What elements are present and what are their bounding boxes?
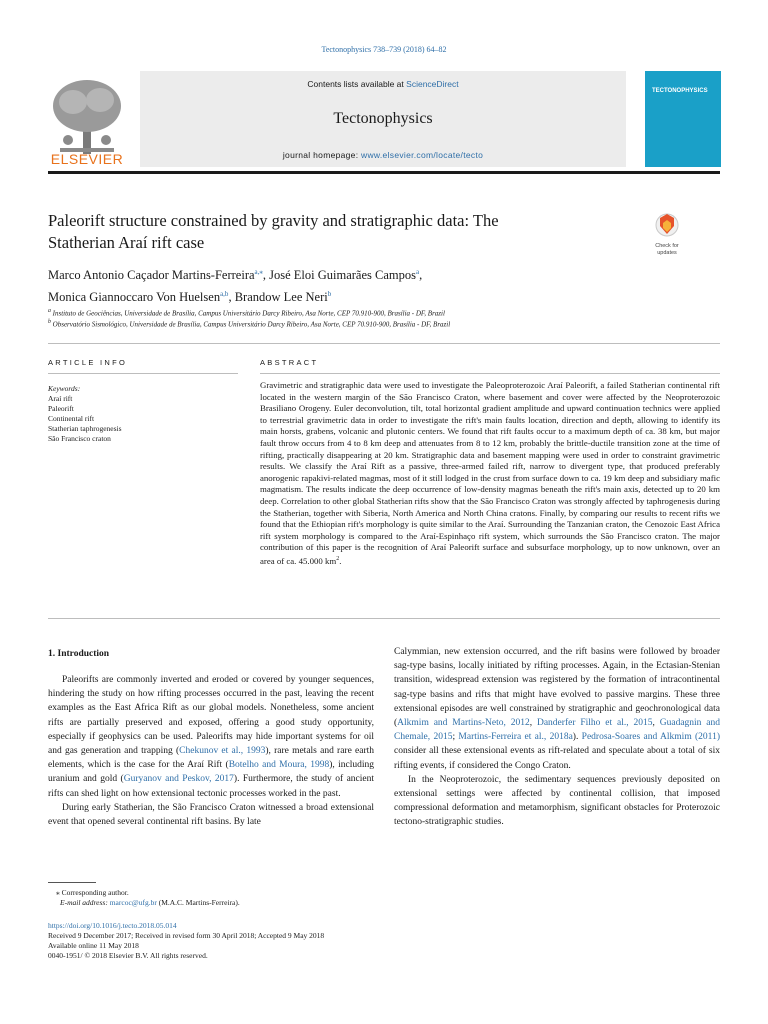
affiliation-text: Instituto de Geociências, Universidade de Brasília, Campus Universitário Darcy Ribeiro, Asa Norte, CEP 70.910-900, Brasília - DF, Brazil — [52, 309, 445, 318]
email-label: E-mail address: — [60, 898, 108, 907]
affiliation-mark: a — [48, 308, 51, 314]
keyword: Araí rift — [48, 394, 73, 403]
journal-name: Tectonophysics — [333, 110, 433, 127]
text-run: consider all these extensional events as rift-related and speculate about a total of six rifting events, if considered the Congo Craton. — [394, 746, 720, 771]
article-title — [48, 210, 608, 254]
article-info-rule — [48, 373, 238, 374]
citation-link[interactable]: Alkmim and Martins-Neto, 2012 — [397, 718, 530, 729]
abstract-rule — [260, 373, 720, 374]
citation-link[interactable]: Pedrosa-Soares and Alkmim (2011) — [581, 732, 720, 743]
right-column — [394, 645, 720, 830]
abstract-bottom-rule — [48, 618, 720, 619]
copyright: 0040-1951/ © 2018 Elsevier B.V. All rights reserved. — [48, 951, 208, 960]
text-run: ). — [572, 732, 582, 743]
cover-title: TECTONOPHYSICS — [652, 88, 708, 94]
left-column — [48, 673, 374, 829]
journal-homepage — [140, 150, 626, 160]
title-line-1: Paleorift structure constrained by gravity and stratigraphic data: The — [48, 211, 499, 230]
journal-reference[interactable]: Tectonophysics 738–739 (2018) 64–82 — [321, 45, 447, 54]
email-line — [48, 898, 240, 908]
section-rule — [48, 343, 720, 344]
author-affiliation-mark[interactable]: a — [416, 268, 420, 276]
keywords-label: Keywords: — [48, 384, 81, 393]
author-separator: , — [419, 268, 423, 283]
contents-prefix: Contents lists available at — [307, 79, 404, 89]
author-affiliation-mark[interactable]: a,b — [220, 290, 229, 299]
email-link[interactable]: marcoc@ufg.br — [109, 898, 157, 907]
keyword: Paleorift — [48, 404, 74, 413]
author-name[interactable]: José Eloi Guimarães Campos — [269, 268, 416, 283]
author-name[interactable]: Monica Giannoccaro Von Huelsen — [48, 290, 221, 305]
abstract-end: . — [339, 555, 342, 566]
available-online: Available online 11 May 2018 — [48, 941, 139, 950]
citation-link[interactable]: Botelho and Moura, 1998 — [228, 760, 330, 771]
footnote-rule — [48, 882, 96, 883]
author-separator: , — [228, 290, 235, 305]
journal-cover-image[interactable] — [645, 71, 721, 167]
header-rule — [48, 171, 720, 174]
article-history — [48, 921, 324, 961]
author-line-2 — [48, 285, 668, 307]
text-run: ), including uranium and gold ( — [48, 760, 374, 785]
corresponding-label: ⁎ Corresponding author. — [56, 888, 129, 897]
abstract-body: Gravimetric and stratigraphic data were used to investigate the Paleoproterozoic Araí Paleorift, a failed Statherian continental rift located in the western margin of the São Francisco Craton, where basement and cover were affected by the Neoproterozoic Brasiliano Orogeny. Euler deconvolution, tilt, total horizontal gradient amplitude and upward continuation technics were applied to terrestrial gravimetric data in order to investigate the rift's main faults location, direction and depth, allowing to identify its main horsts, grabens, volcanic and plutonic centers. We found that rift faults occur to a maximum depth of ca. 38 km, but major fault throw occurs from 4 to 8 km deep and attenuates from 8 to 12 km, probably the brittle-ductile transition zone at the time of rifting, practically disappearing at 20 km. Stratigraphic data and basement mapping were used in order to constraint gravimetric results. We classify the Araí Rift as a passive, three-armed failed rift, narrow to divergent type, that produced preferably anorogenic rapakivi-related magmas, most of it still lodged in the crust from surface down to ca. 19 km deep and subsidiary mafic magmatism. The results indicate the deep occurrence of low-density magmas beneath the rift's main axis, detected up to 20 km deep. Correlation to other global Statherian rifts show that the São Francisco Craton was strongly affected by taphrogenesis during the Statherian, together with Siberia, North America and North China cratons. Finally, by comparing our results to recent rifts we found that the Ethiopian rift's morphology is quite similar to the Araí. Surrounding the Tanzanian craton, the Cenozoic East Africa rift system morphology is compared to the Araí-Espinhaço rift system, which surrounds the São Francisco craton. The major contribution of this paper is the recognition of Araí Paleorift surface and subsurface morphology, up to now unknown, over an area of ca. 45.000 km — [260, 380, 720, 566]
citation-link[interactable]: Guadagnin and Chemale, 2015 — [394, 718, 721, 743]
affiliation-mark: b — [48, 319, 51, 325]
author-name[interactable]: Brandow Lee Neri — [234, 290, 328, 305]
corresponding-author-note — [48, 888, 240, 908]
abstract-text — [260, 380, 720, 567]
email-owner: (M.A.C. Martins-Ferreira). — [158, 898, 240, 907]
author-separator: , — [262, 268, 270, 283]
homepage-link[interactable]: www.elsevier.com/locate/tecto — [361, 150, 484, 160]
abstract-superscript: 2 — [336, 555, 340, 562]
check-updates-icon — [642, 212, 692, 238]
author-affiliation-mark[interactable]: b — [327, 290, 332, 299]
keyword: São Francisco craton — [48, 434, 111, 443]
text-run: , — [529, 718, 537, 729]
check-for-updates-badge[interactable] — [642, 212, 692, 260]
intro-paragraph-3 — [394, 645, 720, 773]
section-heading-introduction: 1. Introduction — [48, 649, 110, 659]
text-run: ; — [452, 732, 459, 743]
badge-line-2: updates — [657, 250, 677, 256]
badge-line-1: Check for — [655, 243, 679, 249]
text-run: Paleorifts are commonly inverted and eroded or covered by younger sequences, hindering the study on how rifting processes occurred in the past, leaving the recent examples as the East Africa Rift as our global models. Nonetheless, some ancient rifts are partially preserved and exposed, offering a good study opportunity, especially if geophysics can be used. Paleorifts may hide important systems for oil and gas generation and trapping ( — [48, 675, 374, 757]
author-list — [48, 263, 668, 307]
intro-paragraph-2: During early Statherian, the São Francisco Craton witnessed a broad extensional event that opened several continental rift basins. By late — [48, 802, 374, 828]
affiliation — [48, 317, 668, 329]
author-name[interactable]: Marco Antonio Caçador Martins-Ferreira — [48, 268, 255, 283]
keywords-list — [48, 394, 122, 444]
intro-paragraph-1 — [48, 673, 374, 801]
keyword: Continental rift — [48, 414, 95, 423]
abstract-heading: ABSTRACT — [260, 358, 319, 367]
contents-line — [140, 79, 626, 89]
citation-link[interactable]: Danderfer Filho et al., 2015 — [536, 718, 653, 729]
received-dates: Received 9 December 2017; Received in revised form 30 April 2018; Accepted 9 May 2018 — [48, 931, 325, 940]
author-affiliation-mark[interactable]: a,⁎ — [254, 268, 263, 276]
text-run: Calymmian, new extension occurred, and the rift basins were followed by broader sag-type basins, locally initiated by rifting processes. Again, in the Ectasian-Stenian transition, widespread extension was registered by the formation of intracontinental sag-type basins and rifts that might have evolved to passive margins. These three extensional episodes are well constrained by stratigraphic and geochronological data ( — [394, 647, 720, 729]
affiliation-text: Observatório Sismológico, Universidade de Brasília, Campus Universitário Darcy Ribeiro, Asa Norte, CEP 70.910-900, Brasília - DF, Brazil — [52, 320, 451, 329]
article-info-heading: ARTICLE INFO — [48, 358, 128, 367]
doi-link[interactable]: https://doi.org/10.1016/j.tecto.2018.05.014 — [48, 921, 177, 930]
intro-paragraph-4: In the Neoproterozoic, the sedimentary sequences previously deposited on extensional settings were affected by continental collision, that imposed compressional deformation and metamorphism, significant obstacles for Proterozoic tectono-stratigraphic studies. — [394, 774, 720, 828]
text-run: , — [652, 718, 660, 729]
publisher-name: ELSEVIER — [50, 151, 124, 167]
citation-link[interactable]: Guryanov and Peskov, 2017 — [123, 774, 234, 785]
citation-link[interactable]: Chekunov et al., 1993 — [179, 746, 266, 757]
text-run: ), rare metals and rare earth elements, which is the case for the Araí Rift ( — [48, 746, 375, 771]
homepage-prefix: journal homepage: — [282, 150, 359, 160]
keyword: Statherian taphrogenesis — [48, 424, 122, 433]
citation-link[interactable]: Martins-Ferreira et al., 2018a — [458, 732, 573, 743]
author-line-1 — [48, 263, 668, 285]
title-line-2: Statherian Araí rift case — [48, 233, 205, 252]
sciencedirect-link[interactable]: ScienceDirect — [406, 79, 459, 89]
text-run: ). Furthermore, the study of ancient rifts can shed light on how extensional tectonic processes worked in the past. — [48, 774, 374, 799]
